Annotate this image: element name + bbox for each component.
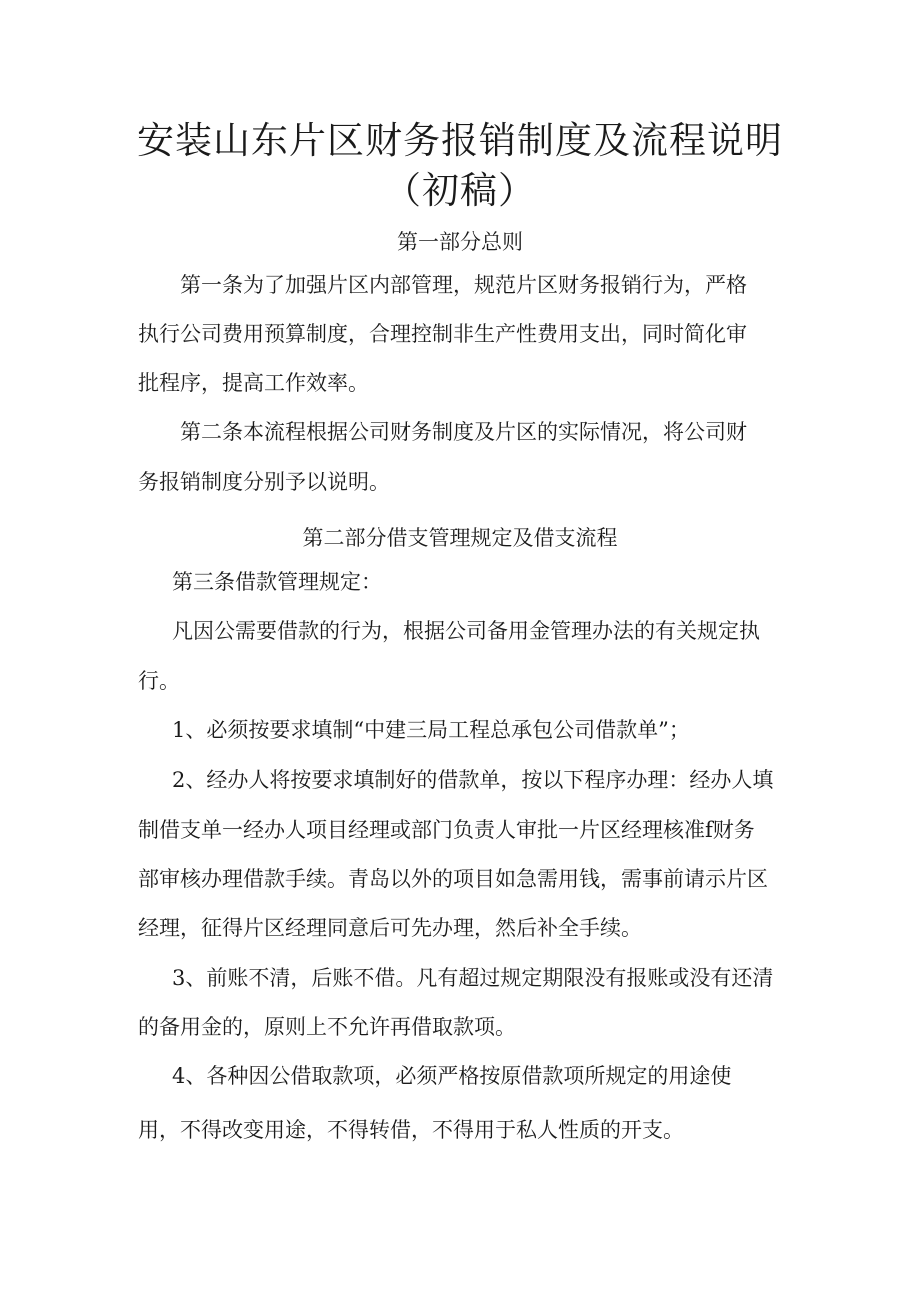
item1-line: 1、必须按要求填制“中建三局工程总承包公司借款单”； [172,718,690,742]
document-title: 安装山东片区财务报销制度及流程说明 [137,119,783,162]
article3-intro-line: 凡因公需要借款的行为，根据公司备用金管理办法的有关规定执 [172,619,760,643]
item2-line: 部审核办理借款手续。青岛以外的项目如急需用钱，需事前请示片区 [138,867,768,891]
article3-intro-line: 行。 [138,669,180,693]
item4-line: 用，不得改变用途，不得转借，不得用于私人性质的开支。 [138,1118,684,1142]
part2-heading: 第二部分借支管理规定及借支流程 [302,526,618,550]
article1-line: 第一条为了加强片区内部管理，规范片区财务报销行为，严格 [180,273,747,297]
item3-line: 的备用金的，原则上不允许再借取款项。 [138,1015,516,1039]
article3-heading: 第三条借款管理规定： [172,570,382,594]
item2-line: 制借支单一经办人项目经理或部门负责人审批一片区经理核准f财务 [138,818,755,842]
document-subtitle: （初稿） [384,169,536,212]
part1-heading: 第一部分总则 [397,230,523,254]
item4-line: 4、各种因公借取款项，必须严格按原借款项所规定的用途使 [172,1064,732,1088]
article1-line: 执行公司费用预算制度，合理控制非生产性费用支出，同时简化审 [138,322,747,346]
item2-line: 经理，征得片区经理同意后可先办理，然后补全手续。 [138,916,642,940]
article2-line: 第二条本流程根据公司财务制度及片区的实际情况，将公司财 [180,420,747,444]
article1-line: 批程序，提高工作效率。 [138,371,369,395]
item2-line: 2、经办人将按要求填制好的借款单，按以下程序办理：经办人填 [172,768,774,792]
article2-line: 务报销制度分别予以说明。 [138,470,390,494]
item3-line: 3、前账不清，后账不借。凡有超过规定期限没有报账或没有还清 [172,966,774,990]
